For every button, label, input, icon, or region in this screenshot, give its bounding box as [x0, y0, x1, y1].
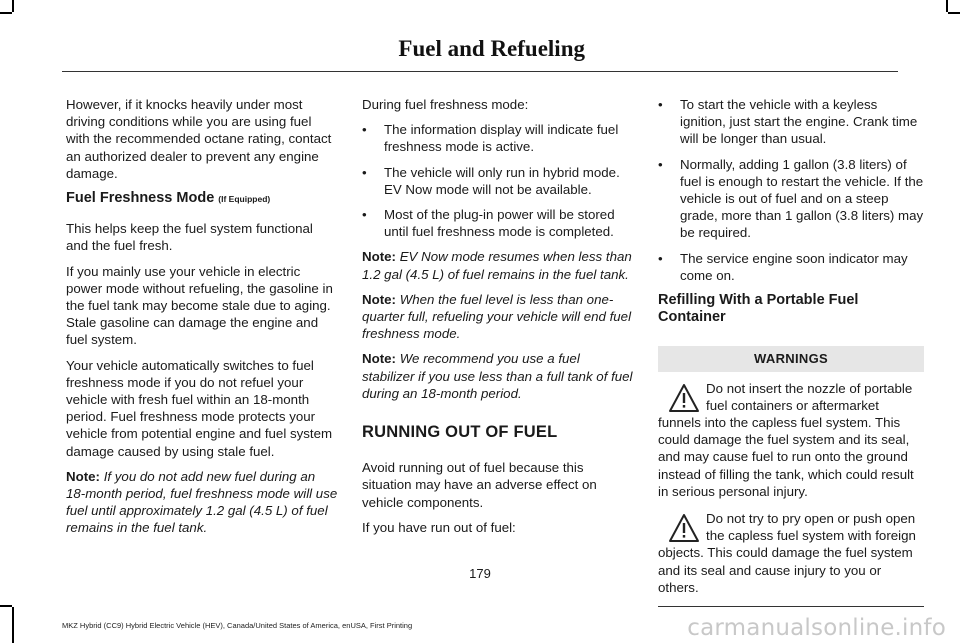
- warnings-end-rule: [658, 606, 924, 607]
- watermark: carmanualsonline.info: [687, 615, 946, 641]
- column-left: [66, 96, 338, 545]
- list-item-text: To start the vehicle with a keyless ignition, just start the engine. Crank time will be longer than usual.: [680, 97, 918, 147]
- paragraph: Your vehicle automatically switches to fuel freshness mode if you do not refuel your vehicle with fresh fuel within an 18-month period. Fuel freshness mode protects your vehicle from potential engine and fuel system damage caused by using stale fuel.: [66, 357, 333, 459]
- crop-mark-bottom-left-h: [0, 605, 12, 607]
- bullet-icon: •: [658, 156, 663, 172]
- if-equipped-note: (If Equipped): [218, 194, 271, 205]
- lead-paragraph: During fuel freshness mode:: [362, 97, 529, 112]
- page-header-title: Fuel and Refueling: [398, 36, 585, 61]
- list-item-text: The service engine soon indicator may come on.: [680, 250, 908, 283]
- note: [362, 350, 634, 402]
- bullet-list: [658, 96, 924, 284]
- bullet-list: [362, 121, 634, 240]
- note-text: EV Now mode resumes when less than 1.2 gal (4.5 L) of fuel remains in the fuel tank.: [362, 249, 632, 282]
- list-item-text: The information display will indicate fuel freshness mode is active.: [384, 122, 619, 155]
- paragraph: If you mainly use your vehicle in electric power mode without refueling, the gasoline in the fuel tank may become stale due to aging. Stale gasoline can damage the engine and fuel system.: [66, 263, 333, 348]
- warning-triangle-icon: [668, 382, 700, 414]
- intro-paragraph: However, if it knocks heavily under most driving conditions while you are using fuel with the recommended octane rating, contact an authorized dealer to prevent any engine damage.: [66, 97, 332, 181]
- note-text: If you do not add new fuel during an 18-month period, fuel freshness mode will use fuel until approximately 1.2 gal (4.5 L) of fuel remains in the fuel tank.: [66, 468, 338, 536]
- paragraph: If you have run out of fuel:: [362, 519, 516, 535]
- running-out-of-fuel-heading: RUNNING OUT OF FUEL: [362, 423, 558, 442]
- warning-text: Do not try to pry open or push open the capless fuel system with foreign objects. This could damage the fuel system and its seal and cause injury to you or others.: [658, 511, 916, 595]
- warning-block: [658, 510, 924, 596]
- header-rule: [62, 71, 898, 72]
- crop-mark-top-left-h: [0, 12, 12, 14]
- list-item: [362, 164, 634, 198]
- column-right: [658, 96, 924, 607]
- list-item: [658, 156, 924, 242]
- warning-block: [658, 380, 924, 500]
- note-label: Note:: [66, 468, 100, 484]
- list-item: [362, 121, 634, 155]
- bullet-icon: •: [658, 250, 663, 266]
- page-number: 179: [469, 566, 491, 581]
- note-label: Note:: [362, 351, 396, 367]
- paragraph: This helps keep the fuel system functional and the fuel fresh.: [66, 221, 313, 254]
- note: [362, 248, 634, 282]
- list-item: [658, 250, 924, 284]
- refilling-heading: Refilling With a Portable Fuel Container: [658, 292, 859, 326]
- bullet-icon: •: [362, 207, 367, 223]
- warning-text: Do not insert the nozzle of portable fuel containers or aftermarket funnels into the capless fuel system. This could damage the fuel system and its seal, and may cause fuel to run onto the ground instead of filling the tank, which could result in serious personal injury.: [658, 380, 914, 499]
- column-middle: [362, 96, 634, 544]
- note-text: We recommend you use a fuel stabilizer if you use less than a full tank of fuel during an 18-month period.: [362, 351, 633, 401]
- list-item-text: The vehicle will only run in hybrid mode. EV Now mode will not be available.: [384, 164, 620, 197]
- note-label: Note:: [362, 291, 396, 307]
- bullet-icon: •: [362, 164, 367, 180]
- warnings-banner: WARNINGS: [658, 346, 924, 371]
- note-text: When the fuel level is less than one-quarter full, refueling your vehicle will end fuel freshness mode.: [362, 291, 632, 342]
- list-item-text: Normally, adding 1 gallon (3.8 liters) of fuel is enough to restart the vehicle. If the vehicle is out of fuel and on a steep grade, more than 1 gallon (3.8 liters) may be required.: [680, 156, 924, 241]
- list-item: [362, 206, 634, 240]
- note: [66, 468, 338, 537]
- crop-mark-top-right-v: [946, 0, 948, 12]
- crop-mark-bottom-left-v: [12, 607, 14, 643]
- warning-triangle-icon: [668, 512, 700, 544]
- footer-text: MKZ Hybrid (CC9) Hybrid Electric Vehicle (HEV), Canada/United States of America, enUSA, First Printing: [62, 621, 413, 630]
- bullet-icon: •: [658, 97, 663, 112]
- crop-mark-top-right-h: [948, 12, 960, 14]
- crop-mark-top-left-v: [12, 0, 14, 12]
- note: [362, 291, 634, 343]
- bullet-icon: •: [362, 122, 367, 138]
- list-item: [658, 96, 924, 148]
- fuel-freshness-heading-text: Fuel Freshness Mode: [66, 190, 215, 207]
- fuel-freshness-heading: [66, 190, 338, 208]
- paragraph: Avoid running out of fuel because this situation may have an adverse effect on vehicle components.: [362, 460, 597, 510]
- list-item-text: Most of the plug-in power will be stored until fuel freshness mode is completed.: [384, 207, 615, 240]
- note-label: Note:: [362, 249, 396, 265]
